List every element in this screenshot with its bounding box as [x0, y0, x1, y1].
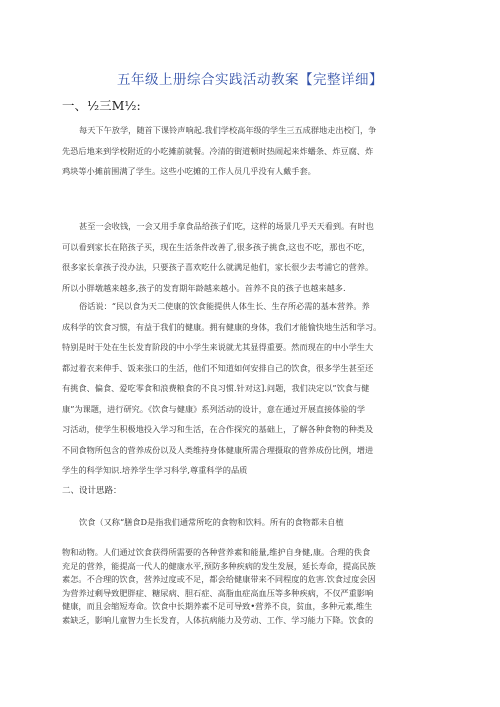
paragraph-line: 所以小胖墩越来越多,孩子的发育期年龄越来越小。首养不良的孩子也越来越多. [62, 282, 346, 293]
paragraph-line: 习活动，使学生积极地投入学习和生活，在合作探究的基础上，了解各种食物的种类及 [62, 424, 374, 434]
paragraph-line: 每天下午放学，随首下课铃声响起.我们学校高年级的学生三五成群地走出校门，争 [79, 125, 377, 135]
paragraph-line: 先恐后地来到学校附近的小吃摊前就餐。冷清的街道顿时热闹起来炸蟠条、炸豆腐、炸 [62, 145, 374, 156]
paragraph-line: 饮食（又称“膳食D是指我们通常所吃的食物和饮料。所有的食物都未自植 [79, 517, 344, 527]
paragraph-line: 素怎。不合理的饮食，营养过度或不足，都会给健康带来不同程度的危害.饮食过度会因 [62, 574, 376, 584]
paragraph-line: 健康，而且会缩短寿命。饮食中长期养素不足可导致•营养不良，贫血，多种元素,维生 [62, 601, 373, 611]
paragraph-line: 不同食物所包含的营养成份以及人类维持身体健康所需合理摄取的营养成份比例，增进 [62, 444, 374, 455]
paragraph-3 [62, 296, 448, 481]
document-title: 五年级上册综合实践活动教案【完整详细】 [117, 72, 383, 88]
paragraph-line: 成科学的饮食习惯，有益于我们的健康。拥有健康的身体，我们才能愉快地生活和学习。 [62, 321, 382, 332]
section-heading-2: 二、设计思路： [62, 486, 122, 496]
section-heading-1: 一、½三M½: [62, 98, 141, 113]
paragraph-line: 为营养过剩导致肥胖症、糖尿病、胆石症、高脂血症高血压等多种疾病，不仅严重影响 [62, 587, 374, 598]
paragraph-line: 素缺乏，影响儿童智力生长发育，人体抗病能力及劳动、工作、学习能力下降。饮食的 [62, 614, 374, 625]
paragraph-line: 可以看到家长在陪孩子买，现在生活条件改善了,很多孩子挑食,这也不吃，那也不吃， [62, 241, 371, 252]
paragraph-line: 都过着衣来伸手、饭来张口的生活，他们不知道如何安排自己的饮食，很多学生甚至还 [62, 362, 374, 373]
paragraph-line: 甚至一会收钱，一会又用手拿食品给孩子们吃，这样的场景几乎天天看到。有时也 [79, 221, 374, 231]
paragraph-4 [62, 512, 448, 533]
paragraph-1 [62, 120, 448, 182]
paragraph-line: 特别是时于处在生长发育阶段的中小学生来说就尤其显得重要。然而现在的中小学生大 [62, 342, 374, 352]
paragraph-line: 很多家长拿孩子没办法，只要孩子喜欢吃什么就满足他们，家长很少去考浦它的营养。 [62, 262, 374, 272]
paragraph-line: 充足的营养，能提高一代人的健康水平,预防多种疾病的发生发展，延长寿命，提高民族 [62, 560, 376, 571]
paragraph-line: 康”为课题，进行研究。《饮食与健康》系列活动的设计，意在通过开展直接体验的学 [62, 403, 366, 414]
paragraph-line: 学生的科学知识.培养学生学习科学,尊重科学的品质 [62, 465, 248, 475]
paragraph-line: 物和动物。人们通过饮食获得所需要的各种营养素和能量,维护自身健,康。合理的佚食 [62, 547, 371, 557]
paragraph-line: 鸡块等小摊前围满了学生。这些小吃摊的工作人员几乎没有人戴手套。 [62, 166, 316, 176]
paragraph-5 [62, 546, 448, 627]
paragraph-2 [62, 216, 448, 298]
paragraph-line: 俗话说：“民以食为天二使康的饮食能提供人体生长、生存所必需的基本营养。养 [79, 301, 370, 311]
paragraph-line: 有挑食、偏食、爱吃零食和浪费粮食的不良习惯.针对这].问题，我们决定以”饮食与健 [62, 383, 370, 393]
